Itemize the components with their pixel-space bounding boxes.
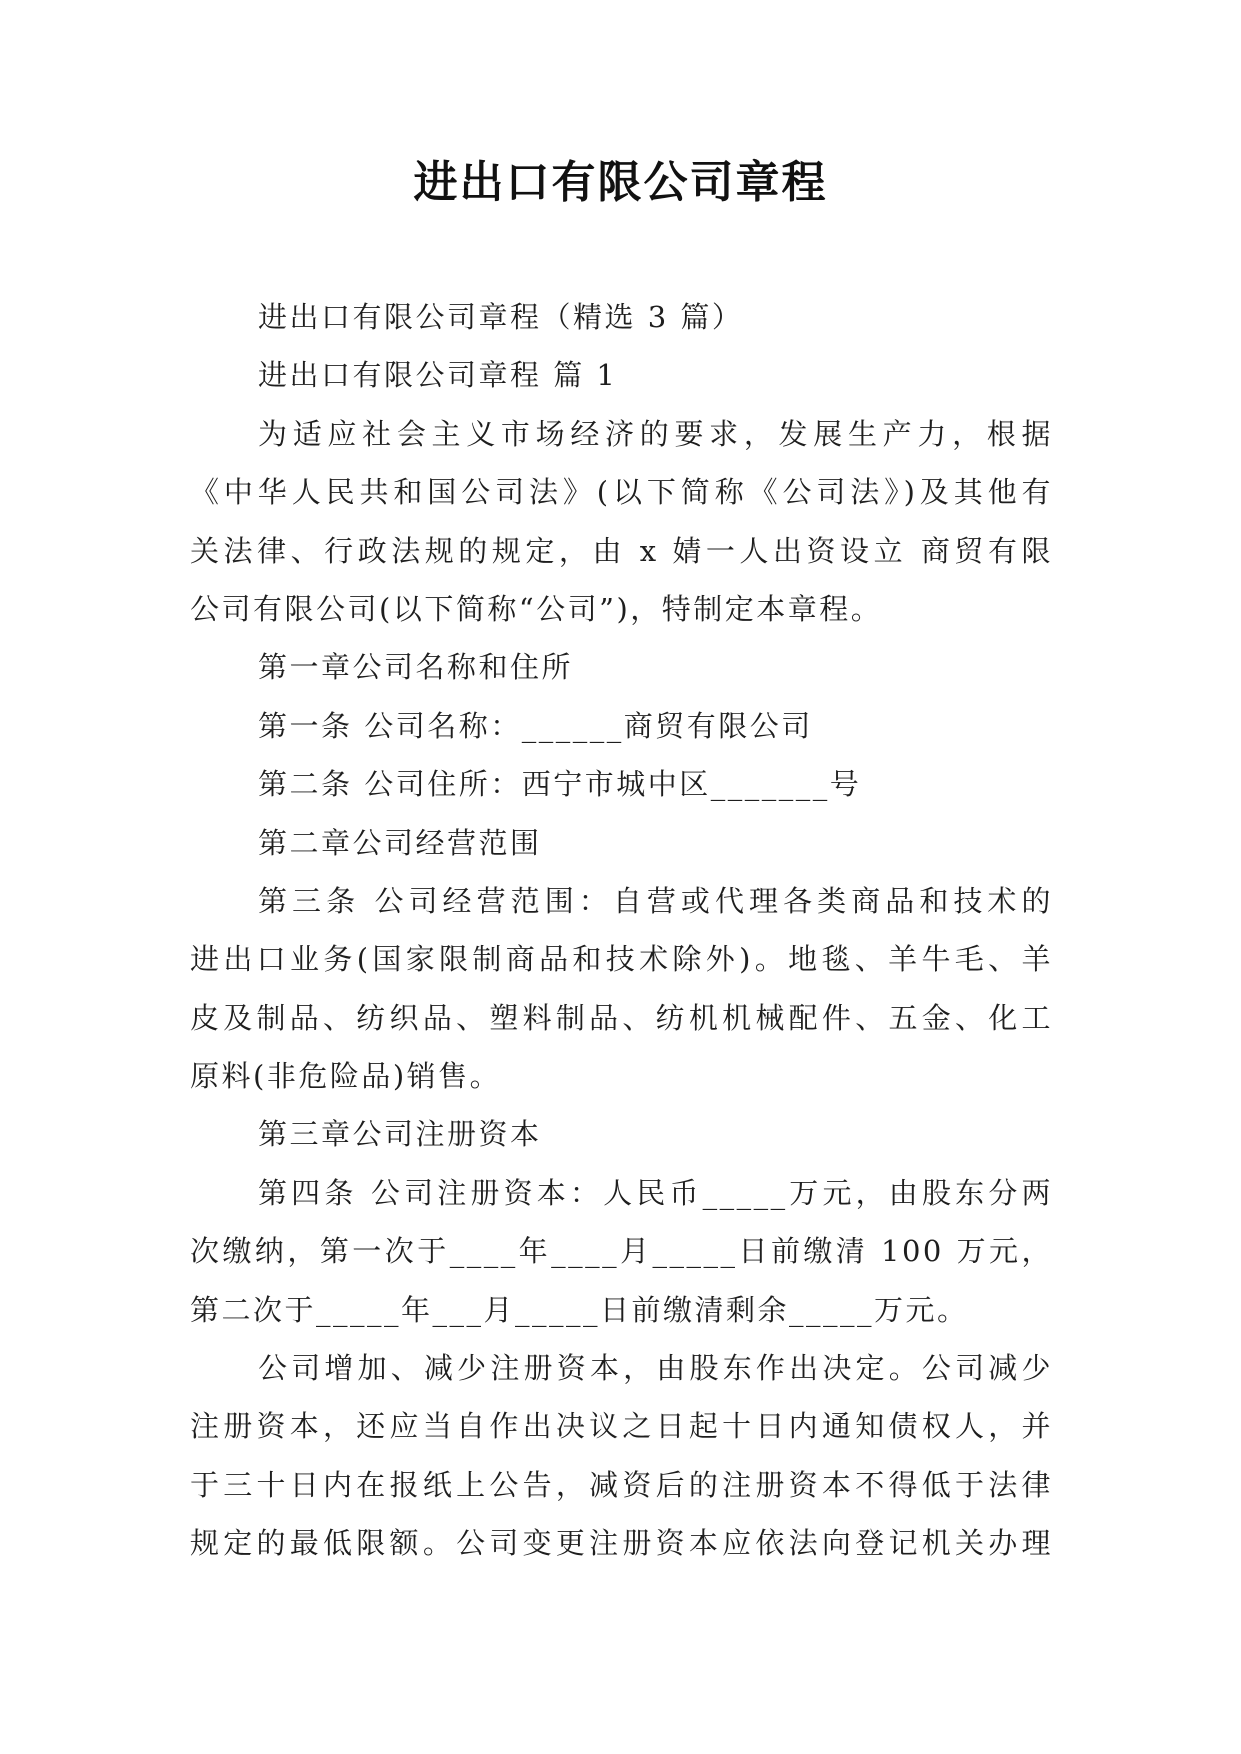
text-line: 规定的最低限额。公司变更注册资本应依法向登记机关办理 [190,1526,1053,1561]
text-line: 第四条 公司注册资本：人民币_____万元，由股东分两 [258,1175,1053,1210]
text-line: 第三章公司注册资本 [258,1117,542,1152]
paragraph-capital-change [190,1339,1053,1573]
text-line: 于三十日内在报纸上公告，减资后的注册资本不得低于法律 [190,1467,1053,1502]
text-line: 原料(非危险品)销售。 [190,1059,502,1094]
chapter-heading-2 [190,814,1053,872]
text-line: 进出口有限公司章程（精选 3 篇） [258,300,744,334]
document-title: 进出口有限公司章程 [413,157,828,208]
text-line: 第一条 公司名称：______商贸有限公司 [258,708,813,743]
chapter-heading-1 [190,638,1053,696]
text-line: 进出口业务(国家限制商品和技术除外)。地毯、羊牛毛、羊 [190,942,1053,977]
document-body [190,288,1053,1573]
text-line: 第一章公司名称和住所 [258,650,574,685]
paragraph-section-heading [190,346,1053,404]
text-line: 公司有限公司(以下简称“公司”)，特制定本章程。 [190,591,883,626]
text-line: 第二条 公司住所：西宁市城中区_______号 [258,767,862,802]
text-line: 《中华人民共和国公司法》(以下简称《公司法》)及其他有 [190,475,1053,510]
text-line: 关法律、行政法规的规定，由 x 婧一人出资设立 商贸有限 [190,533,1053,568]
text-line: 第二次于_____年___月_____日前缴清剩余_____万元。 [190,1292,969,1327]
paragraph-subtitle [190,288,1053,346]
text-line: 为适应社会主义市场经济的要求，发展生产力，根据 [258,416,1053,451]
article-3 [190,872,1053,1106]
text-line: 公司增加、减少注册资本，由股东作出决定。公司减少 [258,1351,1053,1386]
text-line: 皮及制品、纺织品、塑料制品、纺机机械配件、五金、化工 [190,1000,1053,1035]
paragraph-preamble [190,405,1053,639]
text-line: 进出口有限公司章程 篇 1 [258,358,618,393]
article-1 [190,697,1053,755]
chapter-heading-3 [190,1105,1053,1163]
article-4 [190,1164,1053,1339]
text-line: 次缴纳，第一次于____年____月_____日前缴清 100 万元， [190,1234,1053,1269]
text-line: 第三条 公司经营范围：自营或代理各类商品和技术的 [258,883,1053,918]
text-line: 第二章公司经营范围 [258,825,542,860]
article-2 [190,755,1053,813]
text-line: 注册资本，还应当自作出决议之日起十日内通知债权人，并 [190,1409,1053,1444]
